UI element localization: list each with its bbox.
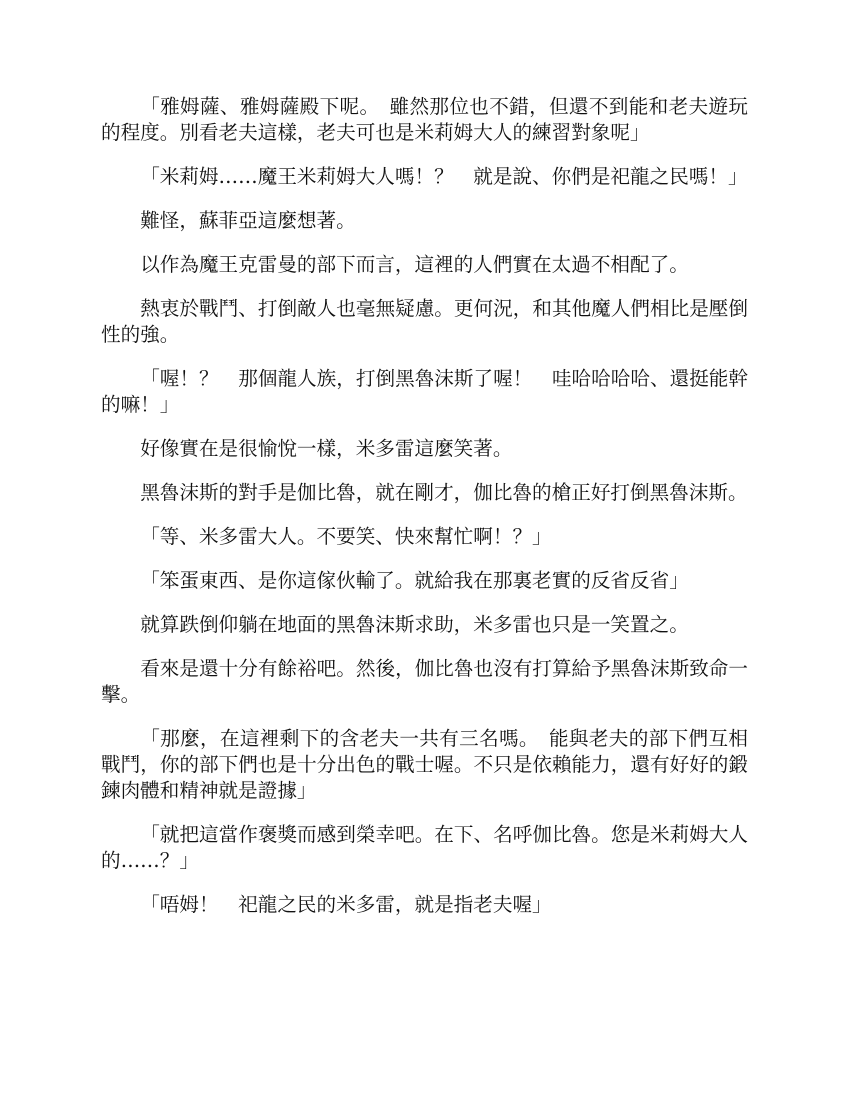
paragraph-12: 看來是還十分有餘裕吧。然後，伽比魯也沒有打算給予黑魯沫斯致命一擊。 — [101, 657, 748, 706]
paragraph-5: 熱衷於戰鬥、打倒敵人也毫無疑慮。更何況，和其他魔人們相比是壓倒性的強。 — [101, 297, 748, 346]
paragraph-14: 「就把這當作褒獎而感到榮幸吧。在下、名呼伽比魯。您是米莉姆大人的……？」 — [101, 823, 748, 872]
document-page — [101, 94, 748, 936]
paragraph-6: 「喔！？ 那個龍人族，打倒黑魯沫斯了喔！ 哇哈哈哈哈、還挺能幹的嘛！」 — [101, 367, 748, 416]
paragraph-9: 「等、米多雷大人。不要笑、快來幫忙啊！？」 — [140, 525, 552, 548]
paragraph-11: 就算跌倒仰躺在地面的黑魯沫斯求助，米多雷也只是一笑置之。 — [140, 613, 689, 636]
paragraph-10: 「笨蛋東西、是你這傢伙輸了。就給我在那裏老實的反省反省」 — [140, 569, 689, 592]
paragraph-3: 難怪，蘇菲亞這麼想著。 — [140, 209, 356, 232]
paragraph-2: 「米莉姆……魔王米莉姆大人嗎！？ 就是說、你們是祀龍之民嗎！」 — [140, 165, 748, 188]
paragraph-1: 「雅姆薩、雅姆薩殿下呢。 雖然那位也不錯，但還不到能和老夫遊玩的程度。別看老夫這樣，老夫可也是米莉姆大人的練習對象呢」 — [101, 95, 748, 144]
paragraph-13: 「那麼，在這裡剩下的含老夫一共有三名嗎。 能與老夫的部下們互相戰鬥，你的部下們也是十分出色的戰士喔。不只是依賴能力，還有好好的鍛鍊肉體和精神就是證據」 — [101, 727, 748, 802]
paragraph-4: 以作為魔王克雷曼的部下而言，這裡的人們實在太過不相配了。 — [140, 253, 689, 276]
paragraph-15: 「唔姆！ 祀龍之民的米多雷，就是指老夫喔」 — [140, 893, 552, 916]
paragraph-7: 好像實在是很愉悅一樣，米多雷這麼笑著。 — [140, 437, 513, 460]
paragraph-8: 黑魯沫斯的對手是伽比魯，就在剛才，伽比魯的槍正好打倒黑魯沫斯。 — [140, 481, 748, 504]
